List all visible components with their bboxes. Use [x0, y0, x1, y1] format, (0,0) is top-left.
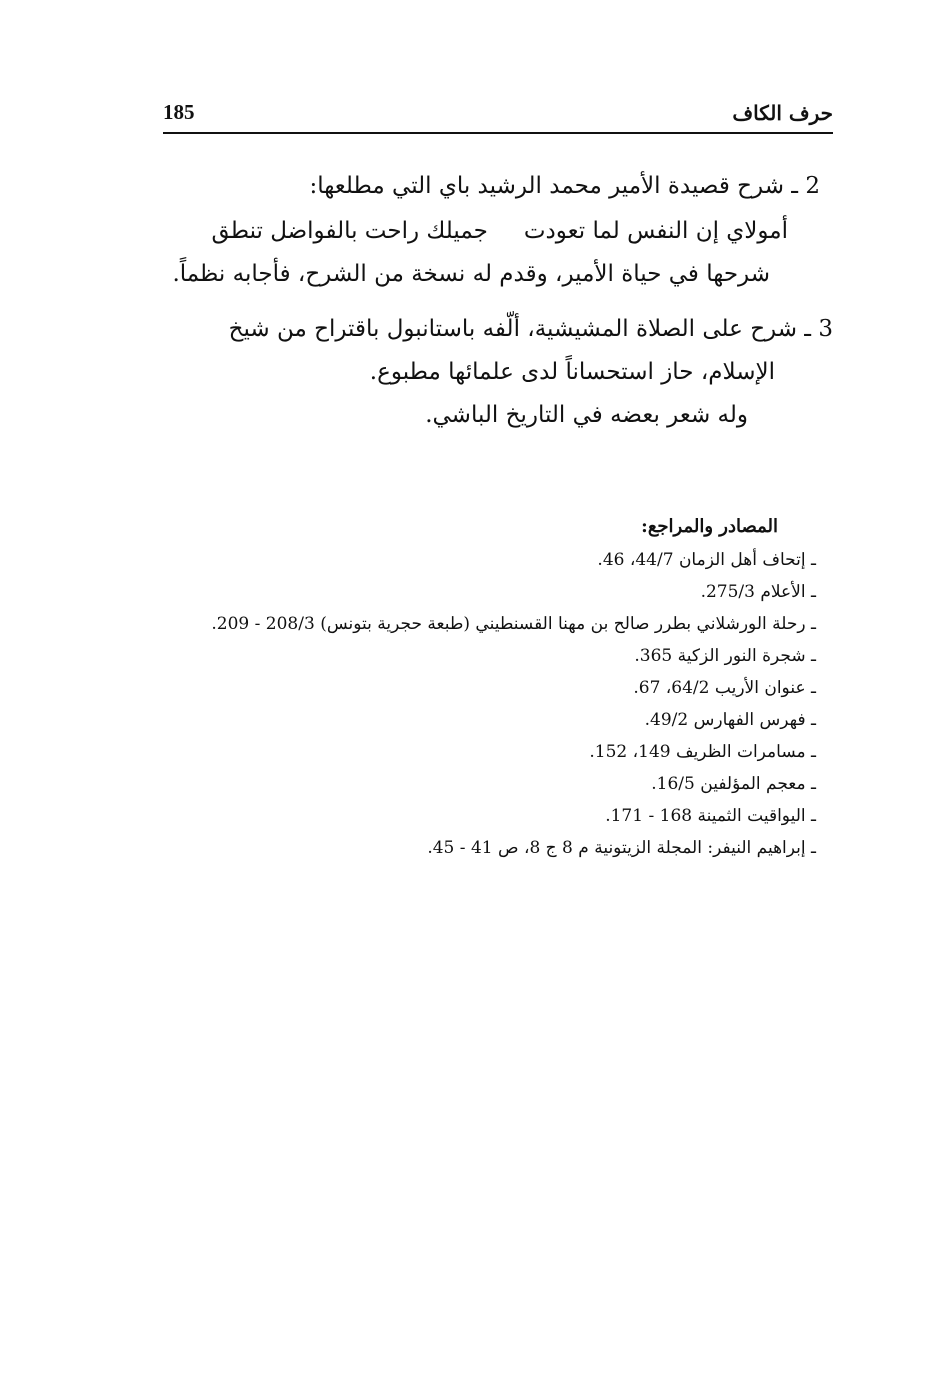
running-title: حرف الكاف: [732, 101, 833, 125]
reference-item: ـ شجرة النور الزكية 365.: [634, 646, 816, 666]
header-rule: [163, 132, 833, 134]
verse-first-hemistich: أمولاي إن النفس لما تعودت: [523, 218, 788, 244]
reference-item: ـ إتحاف أهل الزمان 44/7، 46.: [597, 550, 816, 570]
verse-line: [212, 216, 788, 246]
item-2-line-1: 2 ـ شرح قصيدة الأمير محمد الرشيد باي التي مطلعها:: [309, 173, 820, 199]
item-3-line-1: 3 ـ شرح على الصلاة المشيشية، ألّفه باستانبول باقتراح من شيخ: [228, 316, 833, 342]
item-3-line-2: الإسلام، حاز استحساناً لدى علمائها مطبوع.: [369, 359, 775, 385]
reference-item: ـ عنوان الأريب 64/2، 67.: [633, 678, 816, 698]
reference-item: ـ فهرس الفهارس 49/2.: [644, 710, 816, 730]
reference-item: ـ الأعلام 275/3.: [700, 582, 816, 602]
item-3-line-3: وله شعر بعضه في التاريخ الباشي.: [425, 402, 748, 428]
reference-item: ـ اليواقيت الثمينة 168 - 171.: [605, 806, 816, 826]
reference-item: ـ رحلة الورشلاني بطرر صالح بن مهنا القسنطيني (طبعة حجرية بتونس) 208/3 - 209.: [211, 614, 816, 634]
references-heading: المصادر والمراجع:: [641, 516, 778, 537]
verse-second-hemistich: جميلك راحت بالفواضل تنطق: [211, 218, 488, 244]
reference-item: ـ مسامرات الظريف 149، 152.: [589, 742, 816, 762]
page-number: 185: [163, 100, 195, 124]
item-2-line-3: شرحها في حياة الأمير، وقدم له نسخة من الشرح، فأجابه نظماً.: [172, 261, 770, 287]
reference-item: ـ إبراهيم النيفر: المجلة الزيتونية م 8 ج 8، ص 41 - 45.: [427, 838, 816, 858]
reference-item: ـ معجم المؤلفين 16/5.: [651, 774, 816, 794]
